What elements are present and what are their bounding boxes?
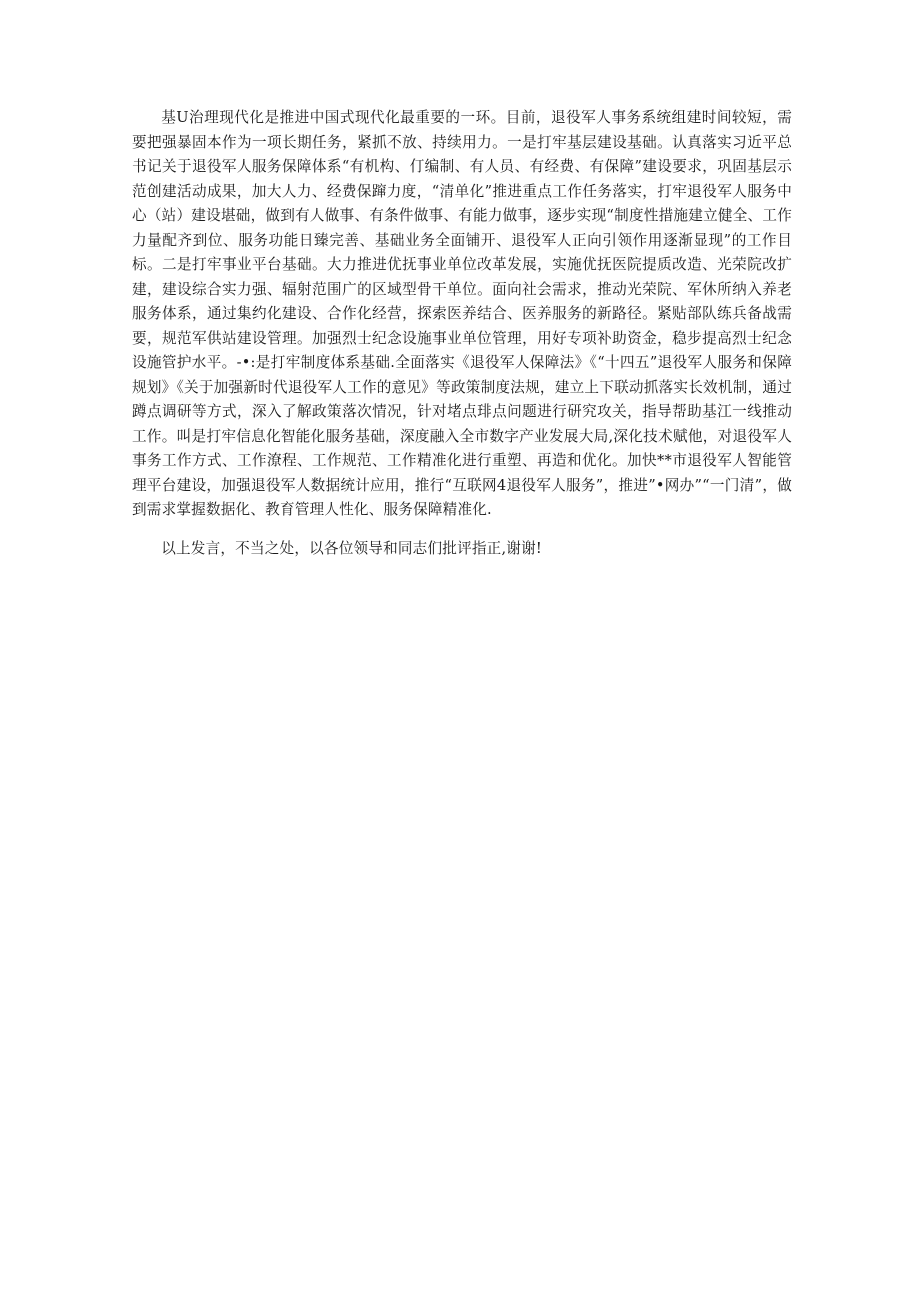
- document-body: [132, 106, 792, 561]
- closing-paragraph: 以上发言，不当之处，以各位领导和同志们批评指正,谢谢!: [161, 539, 542, 557]
- body-paragraph: 基U治理现代化是推进中国式现代化最重要的一环。目前，退役军人事务系统组建时间较短，需要把强暴固本作为一项长期任务，紧抓不放、持续用力。一是打牢基层建设基础。认真落实习近平总书记关于退役军人服务保障体系“有机构、仃编制、有人员、有经费、有保障”建设要求，巩固基层示范创建活动成果，加大人力、经费保蹿力度，“清单化”推进重点工作任务落实，打牢退役军人服务中心（站）建设堪础，做到有人做事、有条件做事、有能力做事，逐步实现“制度性措施建立健全、工作力量配齐到位、服务功能日臻完善、基础业务全面铺开、退役军人正向引领作用逐渐显现”的工作目标。二是打牢事业平台基础。大力推进优抚事业单位改革发展，实施优抚医院提质改造、光荣院改扩建，建设综合实力强、辐射范围广的区域型骨干单位。面向社会需求，推动光荣院、军休所纳入养老服务体系，通过集约化建设、合作化经营，探索医养结合、医养服务的新路径。紧贴部队练兵备战需要，规范军供站建设管理。加强烈士纪念设施事业单位管理，用好专项补助资金，稳步提高烈士纪念设施管护水平。-•:是打牢制度体系基础.全面落实《退役军人保障法》《“十四五”退役军人服务和保障规划》《关于加强新时代退役军人工作的意见》等政策制度法规，建立上下联动抓落实长效机制，通过蹲点调研等方式，深入了解政策落次情况，针对堵点琲点问题进行研究攻关，指导帮助基江一线推动工作。叫是打牢信息化智能化服务基础，深度融入全市数字产业发展大局,深化技术赋他，对退役军人事务工作方式、工作潦程、工作规范、工作精准化进行重塑、再造和优化。加快**市退役军人智能管理平台建设，加强退役军人数据统计应用，推行“互联网4退役军人服务”，推进”•网办”“一门清”，做到需求掌握数据化、教育管理人性化、服务保障精准化.: [132, 109, 792, 518]
